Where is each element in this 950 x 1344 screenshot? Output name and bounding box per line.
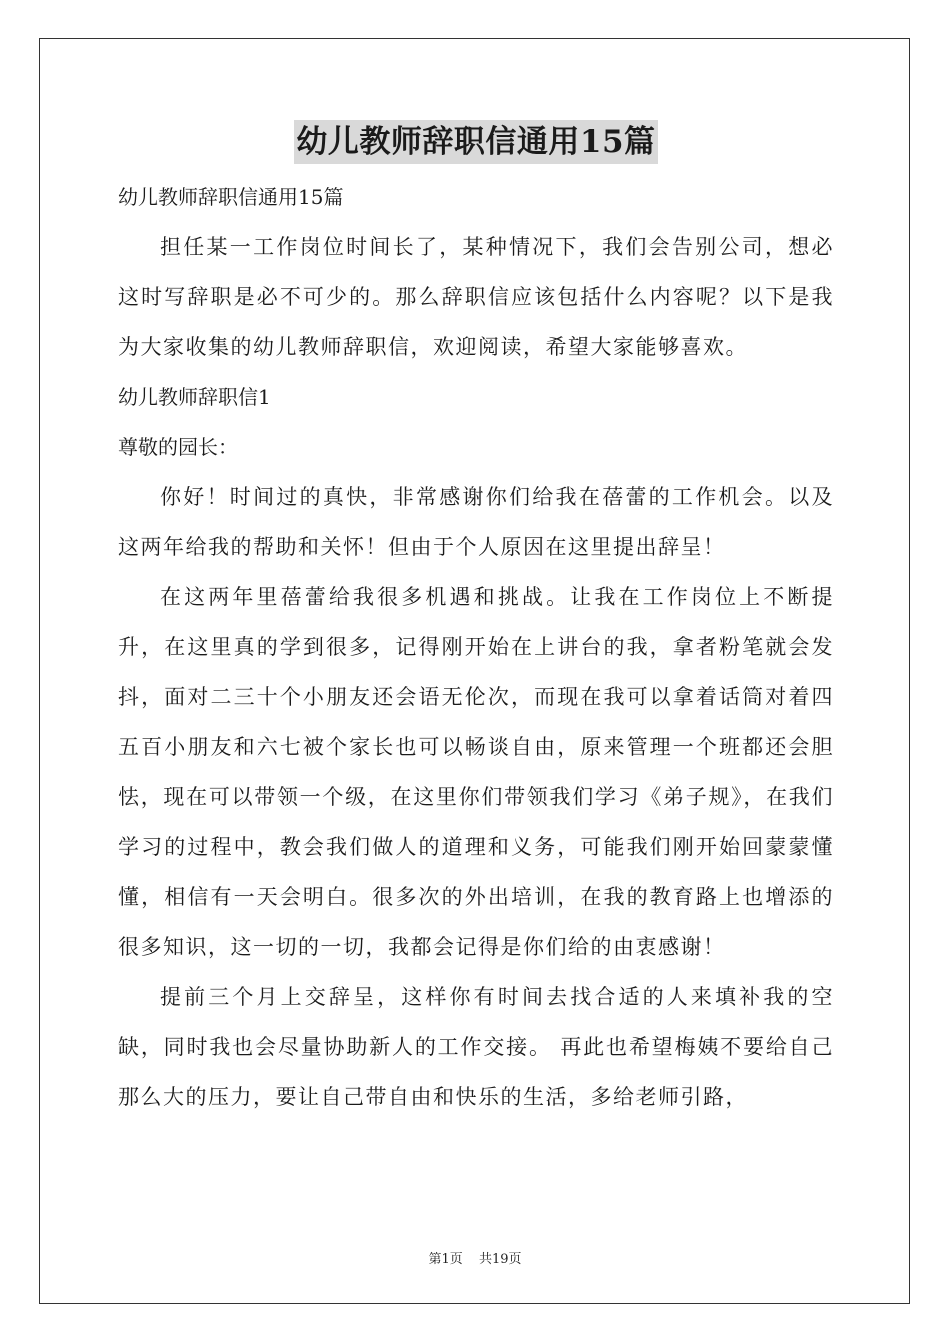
page-footer	[0, 1248, 950, 1267]
section-heading: 幼儿教师辞职信1	[118, 385, 271, 409]
body-paragraph: 提前三个月上交辞呈，这样你有时间去找合适的人来填补我的空缺，同时我也会尽量协助新人的工作交接。 再此也希望梅姨不要给自己那么大的压力，要让自己带自由和快乐的生活，多给老师引路，	[118, 985, 834, 1109]
document-body	[118, 120, 834, 1122]
body-paragraph: 你好！时间过的真快，非常感谢你们给我在蓓蕾的工作机会。以及这两年给我的帮助和关怀！但由于个人原因在这里提出辞呈！	[118, 485, 834, 559]
page-total: 共19页	[478, 1252, 522, 1267]
intro-paragraph: 担任某一工作岗位时间长了，某种情况下，我们会告别公司，想必这时写辞职是必不可少的。那么辞职信应该包括什么内容呢？以下是我为大家收集的幼儿教师辞职信，欢迎阅读，希望大家能够喜欢。	[118, 235, 834, 359]
body-paragraph: 在这两年里蓓蕾给我很多机遇和挑战。让我在工作岗位上不断提升，在这里真的学到很多，记得刚开始在上讲台的我，拿者粉笔就会发抖，面对二三十个小朋友还会语无伦次，而现在我可以拿着话筒对着四五百小朋友和六七被个家长也可以畅谈自由，原来管理一个班都还会胆怯，现在可以带领一个级，在这里你们带领我们学习《弟子规》，在我们学习的过程中，教会我们做人的道理和义务，可能我们刚开始回蒙蒙懂懂，相信有一天会明白。很多次的外出培训，在我的教育路上也增添的很多知识，这一切的一切，我都会记得是你们给的由衷感谢！	[118, 585, 834, 959]
document-subtitle: 幼儿教师辞职信通用15篇	[118, 185, 344, 209]
salutation: 尊敬的园长：	[118, 435, 238, 459]
document-title: 幼儿教师辞职信通用15篇	[294, 120, 657, 164]
page-number: 第1页	[428, 1252, 463, 1267]
title-container	[118, 120, 834, 164]
